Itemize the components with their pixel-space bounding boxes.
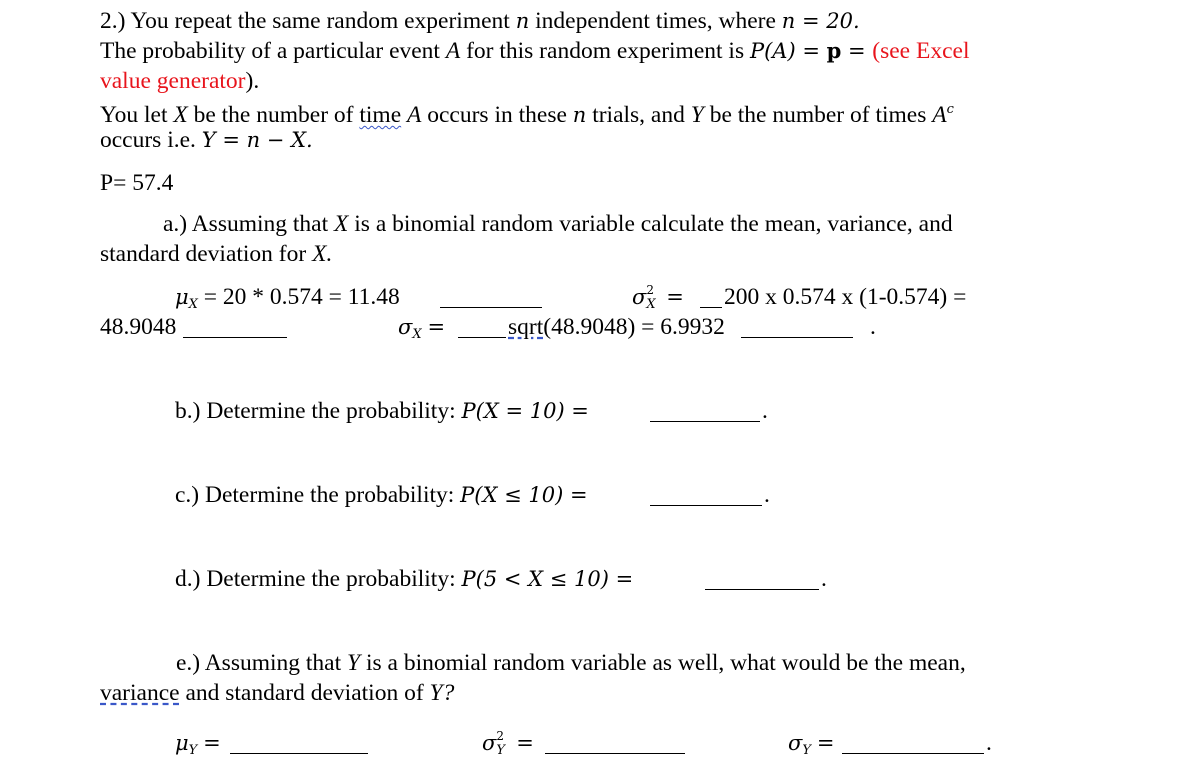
n-equation: n = 20.: [781, 9, 860, 33]
excel-link-text-2[interactable]: value generator: [100, 68, 246, 94]
sigma-subscript: X: [412, 327, 422, 342]
variance-answer-text[interactable]: [724, 282, 966, 312]
mean-x-answer: [175, 282, 400, 320]
p-value-line: [100, 168, 173, 198]
part-b-label: b.) Determine the probability:: [175, 398, 456, 424]
mu-symbol: μ: [175, 731, 189, 755]
problem-line-5: [100, 125, 313, 155]
problem-line-1: [100, 6, 860, 36]
n-variable: n: [515, 9, 530, 33]
variance-y-answer: [482, 728, 534, 758]
variance-value: 48.9048: [100, 314, 177, 340]
period-text: .: [821, 566, 827, 592]
period: [870, 312, 876, 342]
problem-line-3: [100, 66, 259, 96]
mean-blank-line: [440, 306, 542, 308]
mu-subscript: X: [188, 297, 198, 312]
sigma-subscript: Y: [802, 743, 811, 758]
equals-sign: =: [203, 731, 221, 755]
variance-expression: 200 x 0.574 x (1-0.574) =: [724, 284, 967, 310]
part-c-label: c.) Determine the probability:: [175, 482, 455, 508]
sigma-symbol: σ: [398, 315, 413, 339]
period-text: .: [762, 398, 768, 424]
equals-sign: =: [841, 39, 873, 63]
part-b-line: [175, 396, 589, 426]
part-a-text: a.) Assuming that: [163, 211, 329, 237]
sigma-scripts: [646, 283, 660, 312]
problem-text: independent times, where: [535, 8, 776, 34]
n-variable: n: [572, 103, 587, 127]
equals-sign: =: [516, 731, 534, 755]
sd-value: (48.9048) = 6.9932: [543, 314, 725, 340]
problem-text: The probability of a particular event: [100, 38, 440, 64]
sigma-symbol: σ: [788, 731, 803, 755]
part-a-text: standard deviation for: [100, 241, 307, 267]
problem-text: occurs i.e.: [100, 127, 196, 153]
part-c-period: [764, 480, 770, 510]
squared-superscript: 2: [496, 729, 504, 743]
part-a-line-2: [100, 239, 332, 269]
sigma-symbol: σ: [632, 285, 647, 309]
part-e-text: and standard deviation of: [185, 680, 424, 706]
mu-subscript: Y: [188, 743, 198, 758]
sigma-scripts: [496, 729, 510, 758]
variance-answer-cont[interactable]: [100, 312, 176, 342]
sd-x-answer: $\sigma_X$ =: [398, 315, 446, 342]
sd-y-period: [986, 728, 992, 758]
sd-y-answer: [788, 728, 834, 766]
problem-text: occurs in these: [427, 102, 567, 128]
part-c-line: [175, 480, 588, 510]
part-d-line: [175, 564, 633, 594]
problem-text: be the number of: [193, 102, 354, 128]
mean-answer-text[interactable]: = 20 * 0.574 = 11.48: [203, 284, 400, 310]
sqrt-word: sqrt: [508, 314, 544, 340]
Y-variable: Y: [347, 650, 361, 676]
problem-line-2: [100, 36, 969, 66]
X-variable: X.: [312, 241, 333, 267]
Y-equation: Y = n − X.: [201, 128, 313, 152]
part-d-label: d.) Determine the probability:: [175, 566, 456, 592]
sd-blank-line-left: [458, 336, 506, 338]
problem-text: trials, and: [592, 102, 685, 128]
complement-superscript: c: [946, 102, 954, 117]
problem-text: 2.) You repeat the same random experiment: [100, 8, 510, 34]
spellcheck-word-time: time: [359, 102, 402, 128]
part-a-line-1: [163, 209, 953, 239]
part-b-answer-blank[interactable]: [650, 420, 760, 422]
part-d-expression: P(5 < X ≤ 10) =: [461, 567, 634, 591]
variance-y-blank[interactable]: [545, 752, 685, 754]
part-c-answer-blank[interactable]: [650, 504, 762, 506]
variance-x-answer: σ 2 X =: [632, 282, 684, 312]
part-e-text: is a binomial random variable as well, what would be the mean,: [365, 650, 966, 676]
Y-variable: Y: [690, 102, 704, 128]
sd-blank-line-right: [741, 336, 853, 338]
sigma-symbol: σ: [482, 731, 497, 755]
X-variable: X: [173, 102, 188, 128]
mu-symbol: μ: [175, 285, 189, 309]
problem-text: be the number of times: [709, 102, 927, 128]
problem-text: for this random experiment is: [466, 38, 745, 64]
sigma-subscript: Y: [496, 743, 505, 758]
part-c-expression: P(X ≤ 10) =: [460, 483, 588, 507]
problem-text: ).: [245, 68, 260, 94]
period-text: .: [764, 482, 770, 508]
variance-blank-line: [700, 306, 722, 308]
mean-y-answer: [175, 728, 221, 766]
sd-y-blank[interactable]: [842, 752, 984, 754]
sigma-subscript: X: [646, 297, 656, 312]
period-text: .: [870, 314, 876, 340]
squared-superscript: 2: [646, 283, 654, 297]
part-e-line-2: [100, 678, 454, 708]
variance-cont-blank-line: [183, 336, 287, 338]
part-b-expression: P(X = 10) =: [461, 399, 589, 423]
A-variable: A: [407, 102, 422, 128]
spellcheck-word-variance: variance: [100, 680, 180, 706]
part-d-period: [821, 564, 827, 594]
equals-sign: =: [816, 731, 835, 755]
p-value: P= 57.4: [100, 170, 174, 196]
period-text: .: [986, 730, 992, 756]
part-a-text: is a binomial random variable calculate the mean, variance, and: [354, 211, 953, 237]
A-variable: A: [445, 38, 461, 64]
p-bold: p: [826, 38, 842, 63]
probability-expression: P(A) =: [749, 39, 827, 63]
part-e-text: e.) Assuming that: [176, 650, 342, 676]
part-e-line-1: [176, 648, 966, 678]
mean-y-blank[interactable]: [230, 752, 368, 754]
X-variable: X: [334, 211, 349, 237]
sd-answer-text[interactable]: [508, 312, 725, 342]
Y-variable: Y?: [429, 680, 455, 706]
part-b-period: [762, 396, 768, 426]
problem-text: You let: [100, 102, 168, 128]
excel-link-text[interactable]: (see Excel: [872, 38, 970, 64]
part-d-answer-blank[interactable]: [705, 588, 819, 590]
A-complement: A: [932, 102, 947, 128]
